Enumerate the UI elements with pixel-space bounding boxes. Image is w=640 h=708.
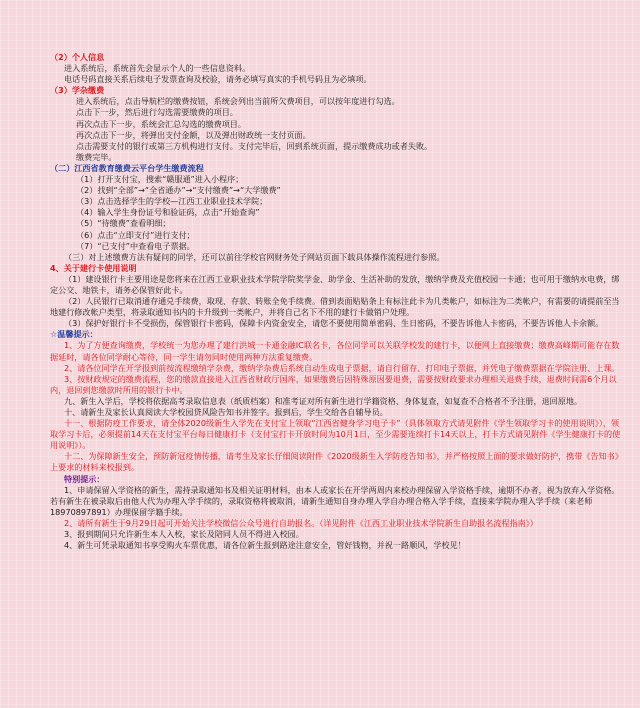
tuition-step-2: 点击下一步，然后进行勾选需要缴费的项目。 [76, 107, 238, 118]
warm-tip-2: 2、请各位同学在开学报到前按流程缴纳学杂费，缴纳学杂费后系统自动生成电子票据，请自行留存、打印电子票据，并凭电子缴费票据在学院注册、上课。 [64, 362, 620, 373]
notice-section-10: 十、请新生及家长认真阅读大学校园贷风险告知书并签字。报到后，学生交给各自辅导员。 [64, 407, 388, 417]
edu-payment-step-2: （2）找到“全部”→“全省通办”→“支付缴费”→“大学缴费” [76, 185, 281, 196]
section-bank-card-title: 4、关于建行卡使用说明 [50, 262, 137, 273]
bank-card-usage-3: （3）保护好银行卡不受损伤，保管银行卡密码，保障卡内资金安全，请您不要使用简单密码、生日密码，不要告诉他人卡密码，不要告诉他人卡余额。 [64, 318, 604, 329]
edu-payment-step-7: （7）“已支付”中查看电子票据。 [76, 240, 195, 251]
bank-card-usage-2: （2）人民银行已取消通存通兑手续费，取现、存款、转账全免手续费。借到表面贴贴条上有标注此卡为几类帐户，如标注为二类帐户，有需要的请提前至当地建行修改帐户类型，将录取通知书内的卡升级到一类帐户，并将自己名下不用的建行卡做销户处理。 [50, 296, 620, 318]
section-tuition-payment-title: （3）学杂缴费 [50, 85, 105, 96]
edu-payment-note: （三）对上述缴费方法有疑问的同学，还可以前往学校官网财务处子网站页面下载具体操作流程进行参照。 [64, 251, 445, 262]
bank-card-usage-1: （1）建设银行卡主要用途是您将来在江西工业职业技术学院学院奖学金、助学金、生活补助的发放，缴纳学费及充值校园一卡通；也可用于缴纳水电费，绑定公交、地铁卡，请务必保管好此卡。 [50, 273, 620, 295]
edu-payment-step-6: （6）点击“立即支付”进行支付； [76, 229, 195, 240]
section-edu-payment-platform-title: （二）江西省教育缴费云平台学生缴费流程 [50, 162, 204, 173]
special-tip-1: 1、申请保留入学资格的新生，需持录取通知书及相关证明材料，由本人或家长在开学两周内来校办理保留入学资格手续，逾期不办者，视为放弃入学资格。若有新生在被录取后由他人代为办理入学手续的，录取资格将被取消，请新生通知自身办理入学自办理合格入学手续，直接来学院办理入学手续（来老师18970897891）办理保留学籍手续。 [50, 484, 620, 517]
special-tips-title: 特别提示： [64, 473, 105, 484]
tuition-step-5: 点击需要支付的银行或第三方机构进行支付。支付完毕后，回到系统页面，提示缴费成功或者失败。 [76, 140, 433, 151]
edu-payment-step-3: （3）点击选择学生的学校—江西工业职业技术学院； [76, 196, 268, 207]
edu-payment-step-5: （5）“待缴费”查看明细； [76, 218, 171, 229]
special-tip-2: 2、请所有新生于9月29日起可开始关注学校微信公众号进行自助报名。（详见附件《江西工业职业技术学院新生自助报名流程指南》） [64, 517, 538, 528]
warm-tip-3: 3、按财政规定的缴费流程，您的缴款直接进入江西省财政厅国库，如果缴费后因特殊原因要退费，需要按财政要求办理相关退费手续，退费时间需6个月以内，退回到您缴款时所用的银行卡中。 [50, 373, 617, 395]
special-tip-4: 4、新生可凭录取通知书享受购火车票优惠，请各位新生报到路途注意安全，管好钱物，并祝一路顺风，学校见！ [64, 540, 466, 551]
personal-info-text-1: 进入系统后，系统首先会显示个人的一些信息资料。 [64, 63, 251, 74]
tuition-step-6: 缴费完毕。 [76, 151, 117, 162]
notice-section-9: 九、新生入学后，学校将依据高考录取信息表（纸质档案）和准考证对所有新生进行学籍资格、身体复查，如复查不合格者不予注册，退回原地。 [64, 395, 583, 406]
tuition-step-3: 再次点击下一步，系统会汇总勾选的缴费项目。 [76, 118, 246, 129]
warm-tip-1: 1、为了方便查询缴费，学校统一为您办理了建行洪城一卡通金融IC联名卡，各位同学可以关联学校发的建行卡，以便网上直接缴费；缴费高峰期可能存在数据延时，请各位同学耐心等待，同一学生请勿同时使用两种方法重复缴费。 [50, 340, 620, 362]
tuition-step-4: 再次点击下一步，将弹出支付金额，以及弹出财政统一支付页面。 [76, 129, 311, 140]
special-tip-3: 3、报到期间只允许新生本人入校，家长及陪同人员不得进入校园。 [64, 529, 304, 540]
notice-section-11: 十一、根据防疫工作要求，请全体2020级新生入学先在支付宝上领取“江西省健身学习电子卡”（具体领取方式请见附件《学生领取学习卡的使用说明》），领取学习卡后，必须提前14天在支付宝平台每日健康打卡（支付宝打卡开放时间为10月1日，至少需要连续打卡14天以上，打卡方式请见附件《学生健康打卡的使用说明》）。 [50, 418, 621, 451]
tuition-step-1: 进入系统后，点击导航栏的缴费按钮，系统会列出当前所欠费项目，可以按年度进行勾选。 [76, 96, 400, 107]
warm-tips-title: ☆温馨提示： [50, 329, 98, 340]
edu-payment-step-1: （1）打开支付宝，搜索“赣服通”进入小程序； [76, 174, 244, 185]
section-personal-info-title: （2）个人信息 [50, 52, 105, 62]
notice-section-12: 十二、为保障新生安全，预防新冠疫情传播，请考生及家长仔细阅读附件《2020级新生入学防疫告知书》，并严格按照上面的要求做好防护，携带《告知书》上要求的材料来校报到。 [50, 451, 619, 473]
edu-payment-step-4: （4）输入学生身份证号和验证码，点击“开始查询” [76, 207, 260, 218]
notice-document [50, 52, 622, 551]
personal-info-text-2: 电话号码直接关系后续电子发票查询及校验，请务必填写真实的手机号码且为必填项。 [64, 74, 372, 85]
